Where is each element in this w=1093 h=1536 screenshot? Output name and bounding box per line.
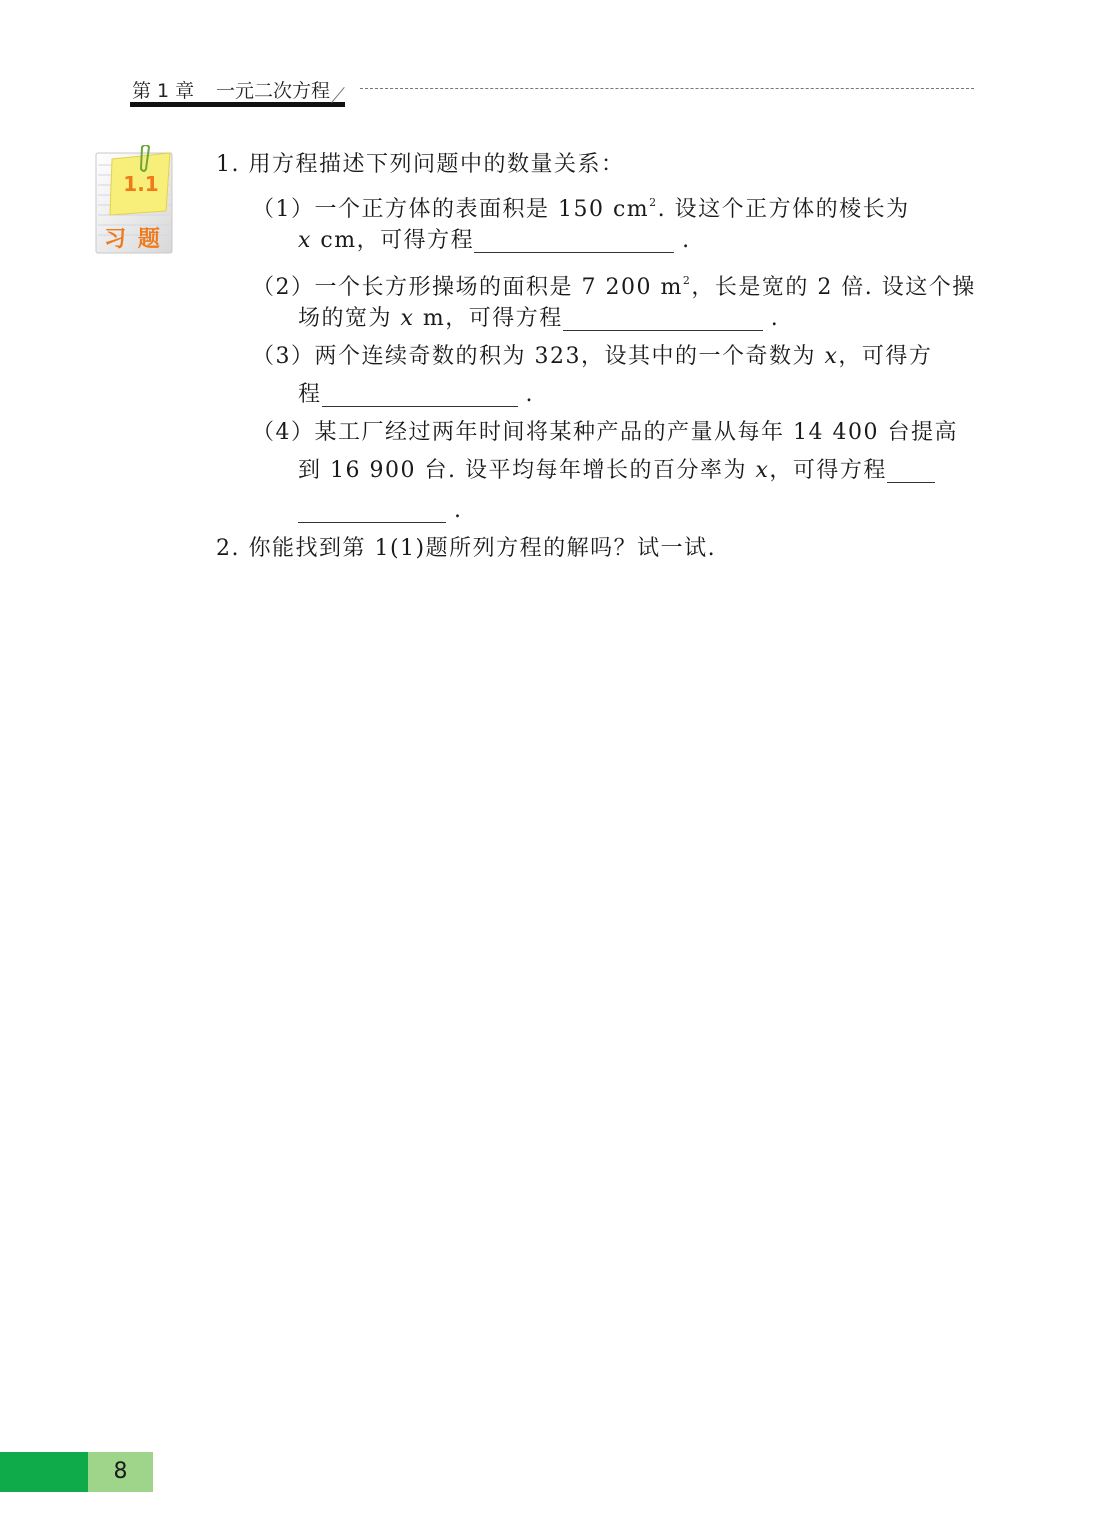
p3-text-c: 程 [298, 382, 322, 407]
problem-1-part-3-line-1 [252, 338, 932, 376]
problem-1-part-1-line-2 [298, 222, 691, 260]
p2-superscript: 2 [682, 274, 692, 287]
problem-1-part-4-line-1: （4）某工厂经过两年时间将某种产品的产量从每年 14 400 台提高 [252, 420, 958, 445]
header-dashed-rule [360, 88, 974, 89]
p3-text-b: ，可得方 [838, 344, 933, 369]
p3-text-a: （3）两个连续奇数的积为 323，设其中的一个奇数为 [252, 344, 825, 369]
p1-text-c: cm，可得方程 [311, 228, 475, 253]
p4-period: . [454, 498, 463, 523]
p1-variable: x [298, 228, 312, 253]
p2-text-d: m，可得方程 [414, 306, 563, 331]
p3-period: . [525, 382, 535, 407]
answer-blank-2[interactable] [563, 304, 763, 331]
problem-1-part-4-line-2 [298, 452, 935, 490]
problem-1-part-3-line-2 [298, 376, 534, 414]
answer-blank-4b[interactable] [298, 496, 446, 523]
problem-1-part-4-line-3 [298, 492, 463, 530]
p2-text-c: 场的宽为 [298, 306, 401, 331]
p1-text-a: （1）一个正方体的表面积是 150 cm [252, 197, 650, 222]
p2-variable: x [400, 306, 415, 331]
answer-blank-4a[interactable] [887, 456, 935, 483]
header-underline [130, 102, 345, 107]
problem-2: 2. 你能找到第 1(1)题所列方程的解吗？试一试. [216, 536, 717, 561]
badge-label: 习 题 [104, 227, 162, 252]
p1-text-b: . 设这个正方体的棱长为 [657, 197, 910, 222]
chapter-title: 一元二次方程 [216, 80, 331, 102]
p1-period: . [682, 228, 691, 253]
badge-number: 1.1 [123, 172, 159, 196]
p4-text-b: ，可得方程 [769, 458, 887, 483]
p4-text-a: 到 16 900 台. 设平均每年增长的百分率为 [298, 458, 756, 483]
p2-text-a: （2）一个长方形操场的面积是 7 200 m [252, 275, 683, 300]
header-slash-divider [331, 87, 345, 103]
p1-superscript: 2 [649, 196, 658, 209]
chapter-number: 第 1 章 [132, 80, 195, 102]
answer-blank-1[interactable] [474, 226, 674, 253]
footer-green-bar [0, 1452, 88, 1492]
answer-blank-3[interactable] [322, 380, 518, 407]
p3-variable: x [824, 344, 839, 369]
p4-variable: x [755, 458, 770, 483]
p2-text-b: ，长是宽的 2 倍. 设这个操 [691, 275, 976, 300]
page-number: 8 [113, 1459, 128, 1484]
p2-period: . [770, 306, 780, 331]
problem-1-stem: 1. 用方程描述下列问题中的数量关系： [216, 152, 625, 177]
problem-1-part-2-line-2 [298, 300, 779, 338]
